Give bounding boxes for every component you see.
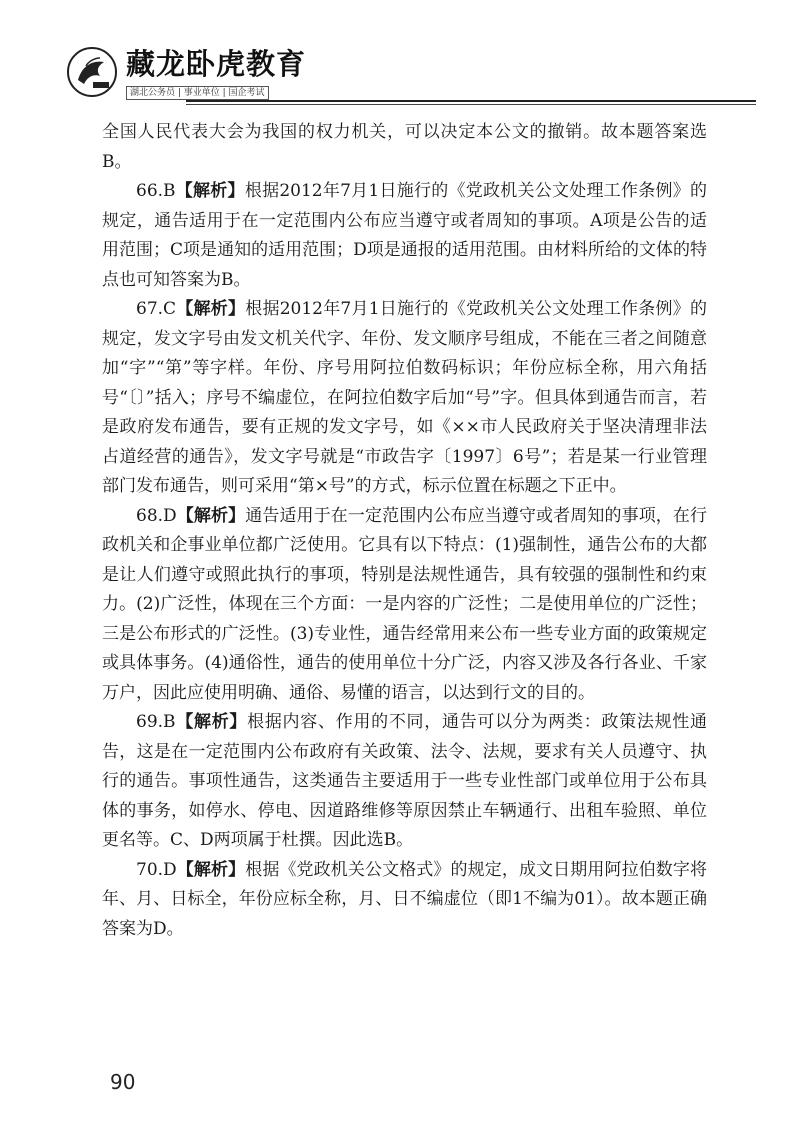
answer-68	[102, 502, 707, 709]
paragraph-text: 全国人民代表大会为我国的权力机关，可以决定本公文的撤销。故本题答案选B。	[102, 122, 707, 172]
question-number: 70.	[136, 859, 164, 880]
analysis-tag: 【解析】	[176, 299, 246, 319]
header-divider-thin	[186, 104, 756, 105]
paragraph-text: 根据内容、作用的不同，通告可以分为两类：政策法规性通告，这是在一定范围内公布政府有关政策、法令、法规，要求有关人员遵守、执行的通告。事项性通告，这类通告主要适用于一些专业性部门或单位用于公布具体的事务，如停水、停电、因道路维修等原因禁止车辆通行、出租车验照、单位更名等。C、D两项属于杜撰。因此选B。	[102, 712, 708, 850]
paragraph-text: 根据《党政机关公文格式》的规定，成文日期用阿拉伯数字将年、月、日标全，年份应标全称，月、日不编虚位（即1不编为01）。故本题正确答案为D。	[102, 859, 708, 939]
brand-subtitle: 湖北公务员 | 事业单位 | 国企考试	[126, 86, 269, 100]
answer-67	[102, 295, 707, 502]
answer-69	[102, 708, 707, 856]
brand-title: 藏龙卧虎教育	[126, 47, 307, 81]
question-number: 68.	[136, 505, 164, 526]
answer-choice: D	[163, 505, 177, 526]
answer-choice: B	[163, 181, 176, 201]
answer-choice: C	[163, 299, 177, 319]
answer-explanations	[102, 118, 707, 944]
question-number: 66.	[136, 181, 164, 201]
answer-choice: D	[163, 859, 177, 880]
answer-70	[102, 856, 707, 945]
page-header	[66, 40, 756, 104]
paragraph-text: 根据2012年7月1日施行的《党政机关公文处理工作条例》的规定，发文字号由发文机关代字、年份、发文顺序号组成，不能在三者之间随意加“字”“第”等字样。年份、序号用阿拉伯数码标识；年份应标全称，用六角括号“〔〕”括入；序号不编虚位，在阿拉伯数字后加“号”字。但具体到通告而言，若是政府发布通告，要有正规的发文字号，如《××市人民政府关于坚决清理非法占道经营的通告》，发文字号就是“市政告字〔1997〕6号”；若是某一行业管理部门发布通告，则可采用“第×号”的方式，标示位置在标题之下正中。	[102, 299, 707, 496]
tiger-logo-icon	[66, 46, 118, 98]
paragraph-text: 通告适用于在一定范围内公布应当遵守或者周知的事项，在行政机关和企事业单位都广泛使用。它具有以下特点：(1)强制性，通告公布的大都是让人们遵守或照此执行的事项，特别是法规性通告，具有较强的强制性和约束力。(2)广泛性，体现在三个方面：一是内容的广泛性；二是使用单位的广泛性；三是公布形式的广泛性。(3)专业性，通告经常用来公布一些专业方面的政策规定或具体事务。(4)通俗性，通告的使用单位十分广泛，内容又涉及各行各业、千家万户，因此应使用明确、通俗、易懂的语言，以达到行文的目的。	[102, 505, 708, 703]
header-divider	[186, 100, 756, 102]
paragraph-text: 根据2012年7月1日施行的《党政机关公文处理工作条例》的规定，通告适用于在一定范围内公布应当遵守或者周知的事项。A项是公告的适用范围；C项是通知的适用范围；D项是通报的适用范围。由材料所给的文体的特点也可知答案为B。	[102, 181, 707, 290]
page-number: 90	[110, 1070, 136, 1094]
analysis-tag: 【解析】	[176, 505, 246, 526]
analysis-tag: 【解析】	[175, 181, 245, 201]
analysis-tag: 【解析】	[176, 859, 246, 880]
answer-66	[102, 177, 707, 295]
analysis-tag: 【解析】	[175, 712, 248, 732]
question-number: 67.	[136, 299, 164, 319]
answer-choice: B	[163, 712, 176, 732]
question-number: 69.	[136, 712, 164, 732]
continuation-paragraph	[102, 118, 707, 177]
